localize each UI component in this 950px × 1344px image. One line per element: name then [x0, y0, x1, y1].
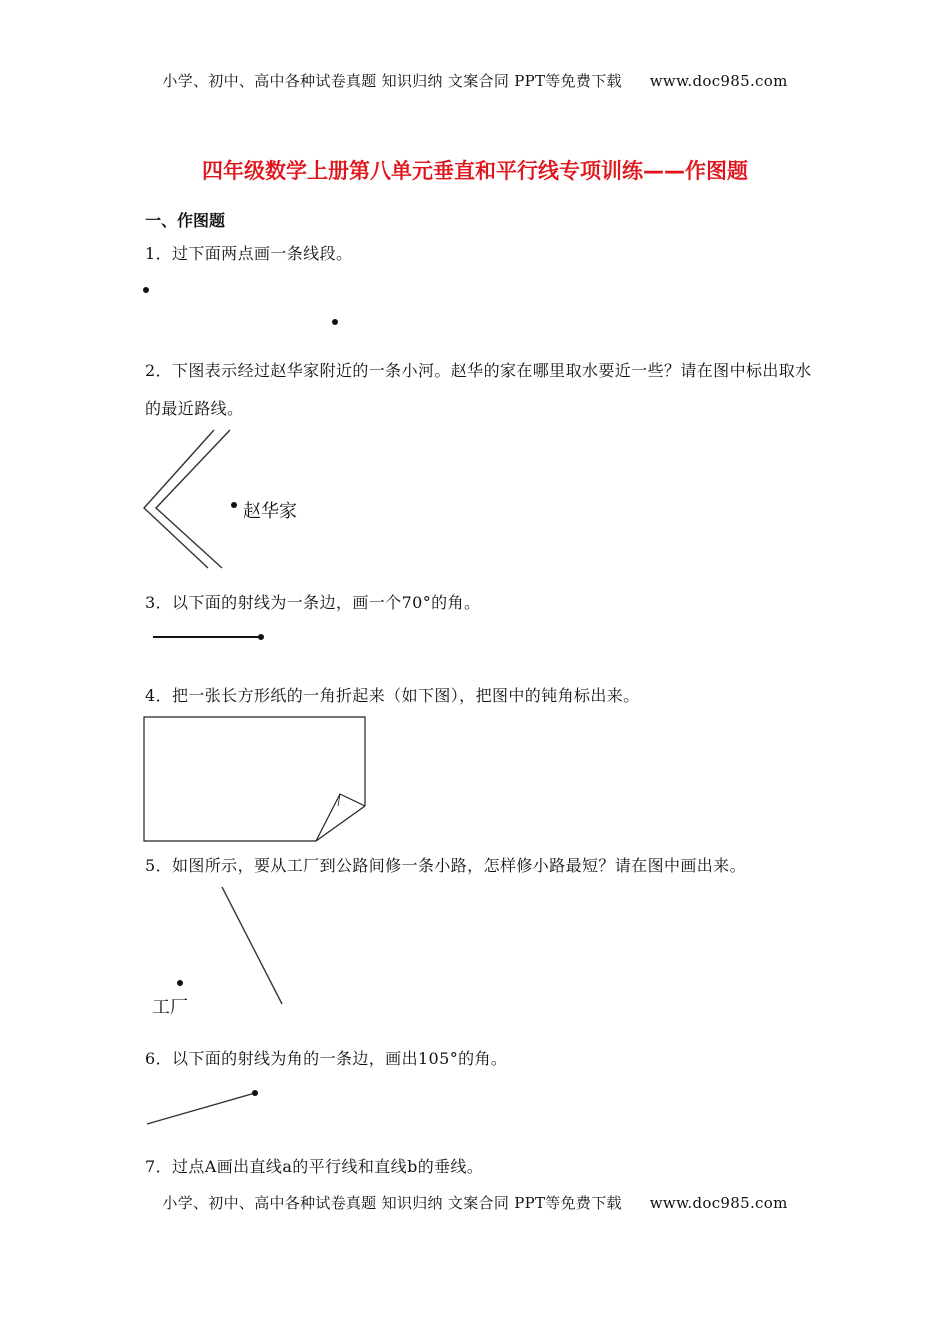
q6-figure — [147, 1090, 258, 1124]
question-6: 6．以下面的射线为角的一条边，画出105°的角。 — [145, 1049, 508, 1068]
question-3: 3．以下面的射线为一条边，画一个70°的角。 — [145, 593, 481, 612]
footer-text: 小学、初中、高中各种试卷真题 知识归纳 文案合同 PPT等免费下载 — [162, 1194, 622, 1212]
paper-outline — [144, 717, 365, 841]
question-7: 7．过点A画出直线a的平行线和直线b的垂线。 — [145, 1157, 484, 1176]
question-5: 5．如图所示，要从工厂到公路间修一条小路，怎样修小路最短？请在图中画出来。 — [145, 856, 746, 875]
question-4: 4．把一张长方形纸的一角折起来（如下图），把图中的钝角标出来。 — [145, 686, 640, 705]
river-bank-outer — [144, 430, 214, 568]
q4-figure — [144, 717, 365, 841]
q1-point-1 — [143, 287, 149, 293]
page-footer — [0, 1192, 950, 1213]
fold-line — [316, 806, 365, 841]
question-2: 2．下图表示经过赵华家附近的一条小河。赵华的家在哪里取水要近一些？请在图中标出取水的最近路线。 — [145, 361, 812, 418]
folded-corner — [316, 794, 365, 841]
factory-point — [177, 980, 183, 986]
road-line — [222, 887, 282, 1004]
header-site: www.doc985.com — [649, 72, 788, 90]
footer-site: www.doc985.com — [649, 1194, 788, 1212]
header-text: 小学、初中、高中各种试卷真题 知识归纳 文案合同 PPT等免费下载 — [162, 72, 622, 90]
q6-ray — [147, 1093, 255, 1124]
river-bank-inner — [156, 430, 230, 568]
q3-figure — [153, 634, 264, 640]
page-title: 四年级数学上册第八单元垂直和平行线专项训练——作图题 — [202, 159, 748, 183]
q1-point-2 — [332, 319, 338, 325]
section-heading: 一、作图题 — [145, 211, 226, 230]
question-1: 1．过下面两点画一条线段。 — [145, 244, 353, 263]
q6-ray-endpoint — [252, 1090, 258, 1096]
q1-figure — [143, 287, 338, 325]
zhaohua-home-label: 赵华家 — [243, 501, 297, 522]
zhaohua-home-point — [231, 502, 237, 508]
q3-ray-endpoint — [258, 634, 264, 640]
q2-figure — [144, 430, 230, 568]
factory-label: 工厂 — [152, 997, 188, 1018]
